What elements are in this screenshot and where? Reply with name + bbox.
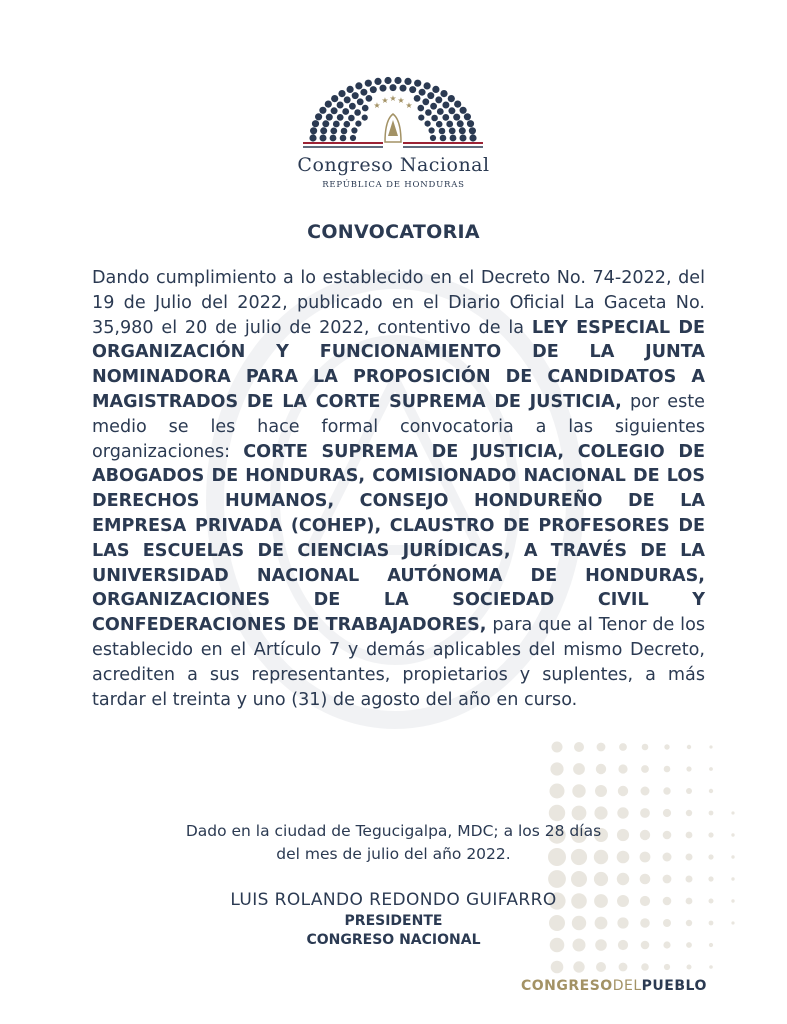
decor-dot <box>618 764 627 773</box>
hemicycle-dot <box>331 95 338 102</box>
hemicycle-dot <box>320 127 327 134</box>
hemicycle-dot <box>342 108 349 115</box>
hemicycle-dot <box>337 114 344 121</box>
document-title: CONVOCATORIA <box>307 221 480 243</box>
star-icon: ★ <box>389 94 397 103</box>
decor-dot <box>619 743 627 751</box>
decor-dot <box>731 811 734 814</box>
decor-dot <box>686 766 691 771</box>
hemicycle-dot <box>347 86 354 93</box>
decor-dot <box>619 963 628 972</box>
hemicycle-dot <box>459 127 466 134</box>
decor-dot <box>709 745 712 748</box>
decor-dot <box>686 788 692 794</box>
decor-dot <box>594 806 607 819</box>
footer-brand-part-3: PUEBLO <box>641 978 707 994</box>
hemicycle-dot <box>337 102 344 109</box>
decor-dot <box>617 873 629 885</box>
decor-dot <box>640 874 651 885</box>
body-intro: Dando cumplimiento a lo establecido en el Decreto No. 74-2022, del 19 de Julio del 2022, publicado en el Diario Oficial La Gaceta No. 35,980 el 20 de julio de 2022, contentivo de la <box>92 268 705 338</box>
hemicycle-dot <box>340 135 347 142</box>
decor-dot <box>572 784 585 797</box>
decor-dot <box>552 742 563 753</box>
org-name: Congreso Nacional <box>297 154 490 176</box>
hemicycle-dot <box>437 108 444 115</box>
hemicycle-dot <box>338 90 345 97</box>
decor-dot <box>642 744 649 751</box>
decor-dot <box>596 962 606 972</box>
decor-dot <box>664 964 670 970</box>
decor-dot <box>573 961 584 972</box>
decor-dot <box>686 810 692 816</box>
hemicycle-dot <box>357 98 364 105</box>
hemicycle-dot <box>457 120 464 127</box>
decor-dot <box>687 965 692 970</box>
footer-brand-part-1: CONGRESO <box>521 978 613 994</box>
hemicycle-dot <box>436 121 443 128</box>
decor-dot <box>709 965 713 969</box>
decor-dot <box>709 789 713 793</box>
hemicycle-dot <box>331 107 338 114</box>
decor-dot <box>596 764 606 774</box>
decor-dot <box>550 784 565 799</box>
hemicycle-dot <box>453 114 460 121</box>
star-icon: ★ <box>397 96 405 105</box>
hemicycle-dot <box>312 120 319 127</box>
law-name: LEY ESPECIAL DE ORGANIZACIÓN Y FUNCIONAMIENTO DE LA JUNTA NOMINADORA PARA LA PROPOSICIÓN DE CANDIDATOS A MAGISTRADOS DE LA CORTE SUPREMA DE JUSTICIA, <box>92 317 706 412</box>
hemicycle-dot <box>439 128 446 135</box>
decor-dot <box>641 765 649 773</box>
hemicycle-dot <box>380 85 387 92</box>
decor-dot <box>617 807 628 818</box>
decor-dot <box>708 876 713 881</box>
organizations-list: CORTE SUPREMA DE JUSTICIA, COLEGIO DE ABOGADOS DE HONDURAS, COMISIONADO NACIONAL DE LOS DERECHOS HUMANOS, CONSEJO HONDUREÑO DE LA EMPRESA PRIVADA (COHEP), CLAUSTRO DE PROFESORES DE LAS ESCUELAS DE CIENCIAS JURÍDICAS, A TRAVÉS DE LA UNIVERSIDAD NACIONAL AUTÓNOMA DE HONDURAS, ORGANIZACIONES DE LA SOCIEDAD CIVIL Y CONFEDERACIONES DE TRABAJADORES, <box>92 441 706 636</box>
hemicycle-dot <box>320 135 327 142</box>
hemicycle-dot <box>309 134 316 141</box>
hemicycle-emblem <box>293 50 493 200</box>
hemicycle-dot <box>424 82 431 89</box>
hemicycle-dot <box>418 115 424 121</box>
hemicycle-dot <box>330 128 337 135</box>
body-middle: por este medio se les hace formal convocatoria a las siguientes organizaciones: <box>92 391 705 462</box>
hemicycle-dot <box>431 115 438 122</box>
hemicycle-dot <box>414 95 421 102</box>
hemicycle-dot <box>442 102 449 109</box>
hemicycle-dot <box>469 127 476 134</box>
decor-dot <box>595 785 607 797</box>
hemicycle-dot <box>429 127 435 133</box>
decor-dot <box>664 744 669 749</box>
hemicycle-dot <box>419 89 426 96</box>
decor-dot <box>641 787 650 796</box>
hemicycle-dot <box>322 120 329 127</box>
hemicycle-dot <box>414 80 421 87</box>
hemicycle-dot <box>425 109 432 116</box>
hemicycle-dot <box>325 101 332 108</box>
hemicycle-dot <box>469 134 476 141</box>
hemicycle-dot <box>449 128 456 135</box>
hemicycle-dot <box>464 113 471 120</box>
hemicycle-dot <box>432 86 439 93</box>
hemicycle-dot <box>330 135 337 142</box>
decor-dot <box>687 745 691 749</box>
decor-dot <box>571 871 587 887</box>
hemicycle-dot <box>425 121 431 127</box>
signer-institution: CONGRESO NACIONAL <box>306 932 481 948</box>
decor-dot <box>550 762 563 775</box>
hemicycle-dot <box>349 103 356 110</box>
org-subtitle: REPÚBLICA DE HONDURAS <box>322 180 465 190</box>
hemicycle-dot <box>344 96 351 103</box>
hemicycle-dot <box>384 77 391 84</box>
hemicycle-dot <box>365 80 372 87</box>
decor-dot <box>664 766 671 773</box>
hemicycle-dot <box>427 92 434 99</box>
congress-logo <box>293 50 493 200</box>
decor-dot <box>640 808 650 818</box>
hemicycle-dot <box>430 103 437 110</box>
decor-dot <box>594 872 608 886</box>
closing-statement <box>0 820 787 866</box>
hemicycle-dot <box>440 90 447 97</box>
decor-dot <box>641 963 649 971</box>
hemicycle-dot <box>400 85 407 92</box>
hemicycle-dot <box>351 127 357 133</box>
hemicycle-dot <box>315 113 322 120</box>
decor-dot <box>551 961 564 974</box>
signer-name: LUIS ROLANDO REDONDO GUIFARRO <box>230 890 557 910</box>
hemicycle-dot <box>435 96 442 103</box>
decor-dot <box>574 742 584 752</box>
hemicycle-dot <box>374 78 381 85</box>
hemicycle-dot <box>319 107 326 114</box>
hemicycle-dot <box>418 105 425 112</box>
decor-dot <box>549 805 565 821</box>
hemicycle-dot <box>454 101 461 108</box>
hemicycle-dot <box>355 82 362 89</box>
decor-dot <box>618 786 628 796</box>
decor-dot <box>573 763 585 775</box>
hemicycle-dot <box>344 121 351 128</box>
closing-line-1: Dado en la ciudad de Tegucigalpa, MDC; a los 28 días <box>185 822 602 840</box>
decor-dot <box>663 875 672 884</box>
closing-line-2: del mes de julio del año 2022. <box>276 845 511 863</box>
hemicycle-dot <box>362 115 368 121</box>
hemicycle-dot <box>341 128 348 135</box>
hemicycle-dot <box>448 95 455 102</box>
decor-dot <box>572 806 587 821</box>
hemicycle-dot <box>310 127 317 134</box>
hemicycle-dot <box>360 89 367 96</box>
hemicycle-dot <box>333 121 340 128</box>
decor-dot <box>709 811 714 816</box>
hemicycle-dot <box>348 115 355 122</box>
hemicycle-dot <box>326 114 333 121</box>
decor-dot <box>709 767 713 771</box>
hemicycle-dot <box>362 105 369 112</box>
hemicycle-dot <box>430 135 436 141</box>
hemicycle-dot <box>366 95 373 102</box>
hemicycle-dot <box>422 98 429 105</box>
hemicycle-dot <box>394 77 401 84</box>
hemicycle-dot <box>460 107 467 114</box>
hemicycle-dot <box>442 114 449 121</box>
hemicycle-dot <box>354 109 361 116</box>
star-icon: ★ <box>373 101 381 110</box>
hemicycle-dot <box>460 135 467 142</box>
footer-brand-part-2: DEL <box>612 978 642 994</box>
convocation-body <box>92 266 705 712</box>
hemicycle-dot <box>467 120 474 127</box>
hemicycle-dot <box>440 135 447 142</box>
hemicycle-dot <box>446 121 453 128</box>
decor-dot <box>663 809 671 817</box>
decor-dot <box>663 787 670 794</box>
signer-role: PRESIDENTE <box>344 913 443 929</box>
hemicycle-dot <box>355 121 361 127</box>
body-conclusion: para que al Tenor de los establecido en el Artículo 7 y demás aplicables del mismo Decreto, acrediten a sus representantes, propietarios y suplentes, a más tardar el treinta y uno (31) de agosto del año en curso. <box>92 615 706 710</box>
hemicycle-dot <box>390 84 397 91</box>
hemicycle-dot <box>448 107 455 114</box>
decor-dot <box>731 877 734 880</box>
decor-dot <box>597 743 606 752</box>
emblem-triangle <box>388 120 398 136</box>
hemicycle-dot <box>409 86 416 93</box>
hemicycle-dot <box>404 78 411 85</box>
hemicycle-dot <box>352 92 359 99</box>
decor-dot <box>548 870 566 888</box>
decor-dot <box>686 876 693 883</box>
star-icon: ★ <box>381 96 389 105</box>
star-icon: ★ <box>405 101 413 110</box>
footer-brand <box>521 978 707 994</box>
hemicycle-dot <box>450 135 457 142</box>
hemicycle-dot <box>370 86 377 93</box>
hemicycle-dot <box>350 135 356 141</box>
